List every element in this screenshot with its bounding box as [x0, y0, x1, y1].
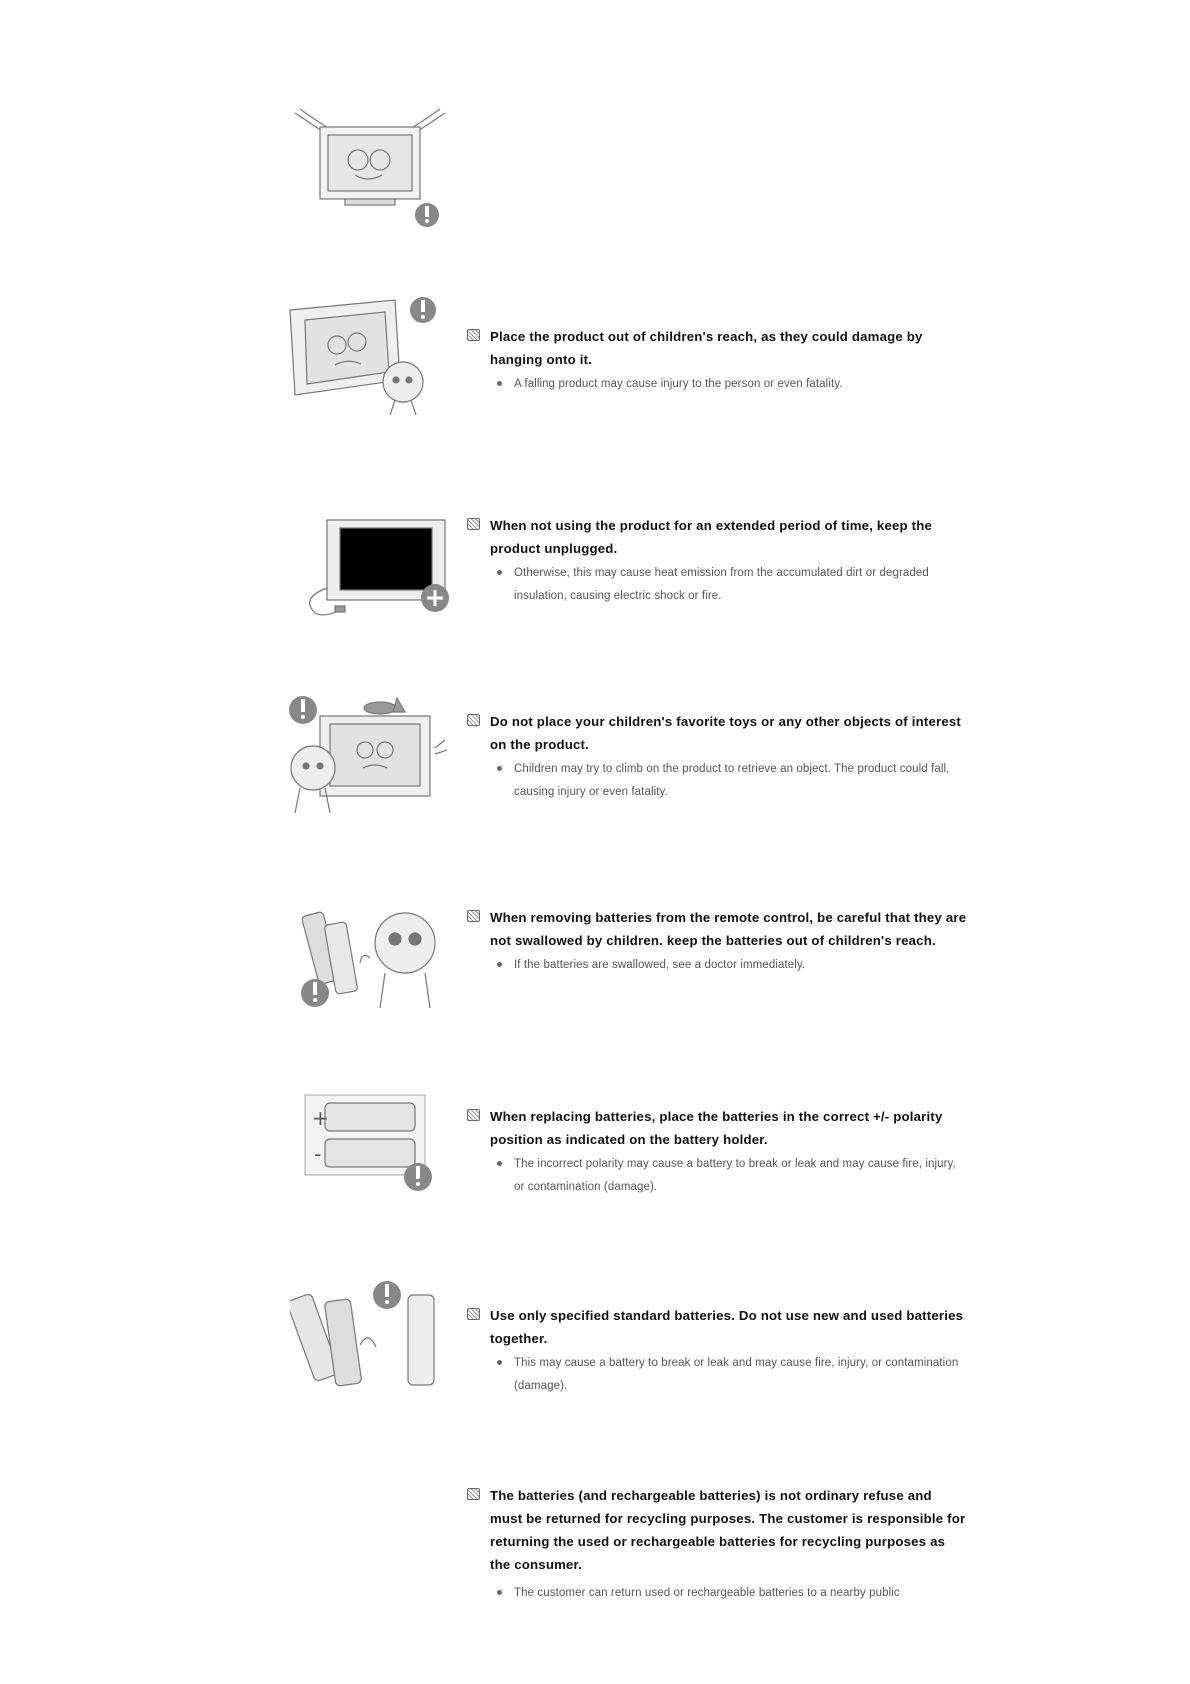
heading-text: The batteries (and rechargeable batteries) is not ordinary refuse and must be returned for recycling purposes. The customer is responsible for returning the used or rechargeable batteries for recycling purposes as the consumer.: [490, 1488, 966, 1572]
checkbox-icon: [467, 518, 480, 530]
illustration-toys-on-monitor: [285, 688, 460, 818]
warning-icon: [404, 1163, 432, 1191]
bullet-text: Children may try to climb on the product to retrieve an object. The product could fall, causing injury or even fatality.: [514, 763, 950, 798]
illustration-unplugged-monitor: [295, 518, 455, 618]
heading-text: Place the product out of children's reach, as they could damage by hanging onto it.: [490, 329, 923, 367]
item-heading: [467, 325, 967, 371]
checkbox-icon: [467, 1109, 480, 1121]
item-heading: [467, 1484, 967, 1576]
bullet-text: Otherwise, this may cause heat emission from the accumulated dirt or degraded insulation, causing electric shock or fire.: [514, 567, 929, 602]
safety-item-recycling: [467, 1484, 967, 1605]
heading-text: When removing batteries from the remote control, be careful that they are not swallowed by children. keep the batteries out of children's reach.: [490, 910, 967, 948]
checkbox-icon: [467, 714, 480, 726]
item-bullet: [497, 1153, 967, 1199]
safety-item-child-reach: [467, 325, 967, 396]
bullet-dot-icon: [497, 1590, 502, 1595]
bullet-dot-icon: [497, 570, 502, 575]
warning-icon: [373, 1281, 401, 1309]
item-heading: [467, 710, 967, 756]
item-heading: [467, 1304, 967, 1350]
warning-icon: [410, 297, 436, 323]
bullet-dot-icon: [497, 766, 502, 771]
warning-icon: [415, 203, 439, 227]
checkbox-icon: [467, 910, 480, 922]
item-heading: [467, 906, 967, 952]
item-bullet: [497, 1352, 967, 1398]
item-bullet: [497, 954, 967, 977]
bullet-dot-icon: [497, 1161, 502, 1166]
heading-text: Do not place your children's favorite toys or any other objects of interest on the product.: [490, 714, 961, 752]
plus-sign: +: [312, 1106, 329, 1130]
warning-icon: [289, 696, 317, 724]
bullet-dot-icon: [497, 962, 502, 967]
item-bullet: [497, 373, 967, 396]
heading-text: When not using the product for an extended period of time, keep the product unplugged.: [490, 518, 933, 556]
checkbox-icon: [467, 1308, 480, 1320]
safety-item-polarity: [467, 1105, 967, 1199]
unplug-icon: [421, 584, 449, 612]
minus-sign: -: [314, 1142, 322, 1166]
illustration-child-batteries: [290, 893, 450, 1013]
illustration-mixed-batteries: [290, 1275, 450, 1395]
illustration-child-hanging: [285, 290, 445, 420]
illustration-monitor-lifting: [290, 105, 450, 235]
safety-item-remove-batteries: [467, 906, 967, 977]
item-bullet: [497, 758, 967, 804]
safety-item-toys: [467, 710, 967, 804]
item-heading: [467, 514, 967, 560]
safety-item-standard-batteries: [467, 1304, 967, 1398]
heading-text: When replacing batteries, place the batteries in the correct +/- polarity position as indicated on the battery holder.: [490, 1109, 943, 1147]
item-heading: [467, 1105, 967, 1151]
illustration-battery-polarity: [300, 1085, 450, 1195]
bullet-dot-icon: [497, 1360, 502, 1365]
checkbox-icon: [467, 329, 480, 341]
item-bullet: [497, 562, 967, 608]
item-bullet: [497, 1582, 967, 1605]
safety-item-unplug: [467, 514, 967, 608]
checkbox-icon: [467, 1488, 480, 1500]
bullet-dot-icon: [497, 381, 502, 386]
bullet-text: The customer can return used or rechargeable batteries to a nearby public: [514, 1587, 900, 1599]
bullet-text: The incorrect polarity may cause a battery to break or leak and may cause fire, injury, or contamination (damage).: [514, 1158, 956, 1193]
heading-text: Use only specified standard batteries. Do not use new and used batteries together.: [490, 1308, 964, 1346]
bullet-text: A falling product may cause injury to the person or even fatality.: [514, 378, 843, 390]
bullet-text: This may cause a battery to break or leak and may cause fire, injury, or contamination (damage).: [514, 1357, 959, 1392]
bullet-text: If the batteries are swallowed, see a doctor immediately.: [514, 959, 806, 971]
warning-icon: [301, 979, 329, 1007]
